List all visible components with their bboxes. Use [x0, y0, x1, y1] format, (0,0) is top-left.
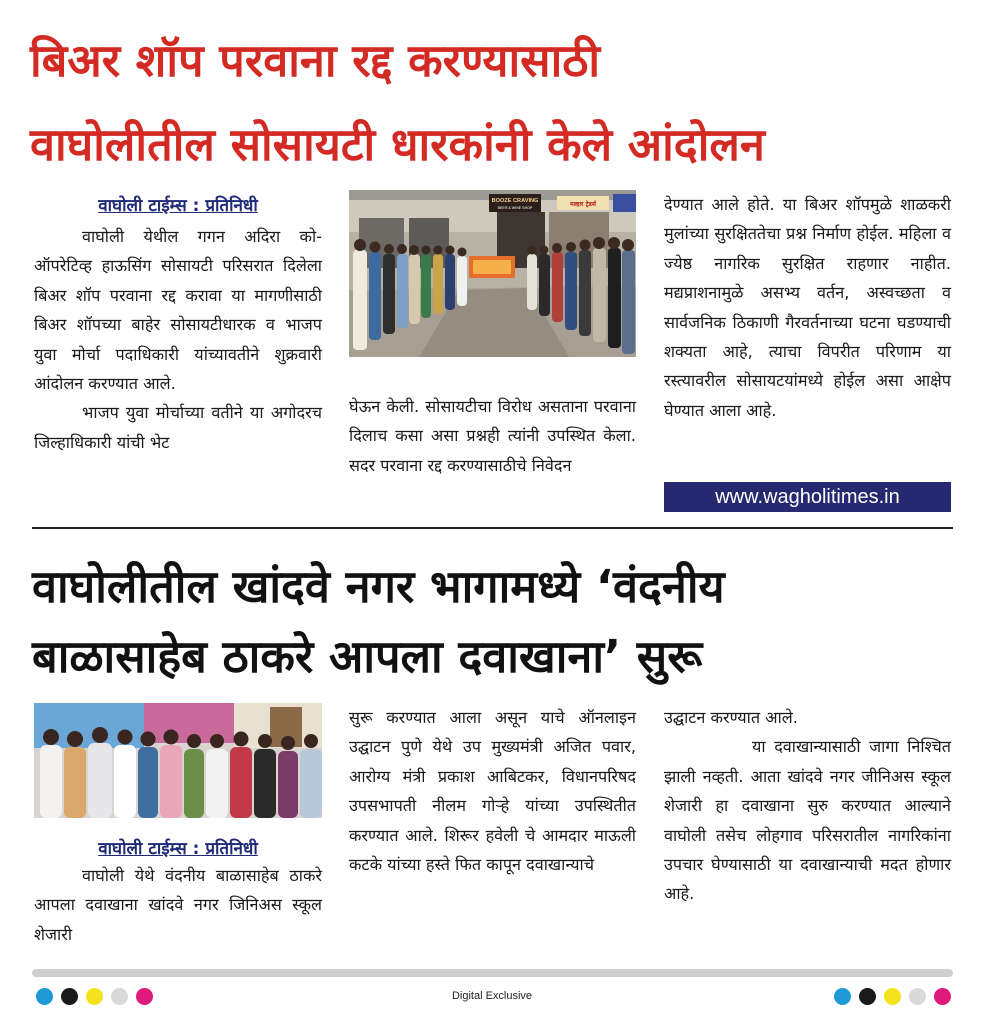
article2-col1-paragraph1: वाघोली येथे वंदनीय बाळासाहेब ठाकरे आपला दवाखाना खांदवे नगर जिनिअस स्कूल शेजारी [34, 866, 322, 944]
registration-dot [61, 988, 78, 1005]
article1-col1-paragraph2: भाजप युवा मोर्चाच्या वतीने या अगोदरच जिल्हाधिकारी यांची भेट [34, 403, 322, 452]
protest-photo-image [349, 190, 636, 357]
registration-dot [859, 988, 876, 1005]
article2-column-1 [34, 836, 322, 949]
article1-col2-text: घेऊन केली. सोसायटीचा विरोध असताना परवाना दिलाच कसा असा प्रश्नही त्यांनी उपस्थित केला. सदर परवाना रद्द करण्यासाठीचे निवेदन [349, 397, 636, 475]
article1-column-2 [349, 392, 636, 480]
article1-col3-text: देण्यात आले होते. या बिअर शॉपमुळे शाळकरी मुलांच्या सुरक्षिततेचा प्रश्न निर्माण होईल. महिला व ज्येष्ठ नागरिक सुरक्षित राहणार नाहीत. मद्यप्राशनामुळे असभ्य वर्तन, अस्वच्छता व सार्वजनिक ठिकाणी गैरवर्तनाच्या घटना घडण्याची शक्यता आहे, त्याचा विपरीत परिणाम या रस्त्यावरील सोसायटयांमध्ये होईल असा आक्षेप घेण्यात आला आहे. [664, 195, 951, 420]
shop-sign-2: मल्हार ट्रेडर्स [570, 201, 596, 208]
article1-col1-paragraph1: वाघोली येथील गगन अदिरा को-ऑपरेटिव्ह हाऊसिंग सोसायटी परिसरात दिलेला बिअर शॉप परवाना रद्द करावा या मागणीसाठी बिअर शॉपच्या बाहेर सोसायटीधारक व भाजप युवा मोर्चा पदाधिकारी यांच्यावतीने शुक्रवारी आंदोलन करण्यात आले. [34, 227, 322, 394]
article2-headline-line2: बाळासाहेब ठाकरे आपला दवाखाना’ सुरू [32, 630, 703, 683]
article2-col3-paragraph1: उद्घाटन करण्यात आले. [664, 708, 798, 727]
footer-gray-band [32, 969, 953, 977]
footer-label: Digital Exclusive [451, 990, 533, 1002]
shop-sign-name: BOOZE CRAVING [491, 198, 539, 204]
shop-sign-subtitle: BEER & WINE SHOP [497, 206, 533, 210]
registration-dot [909, 988, 926, 1005]
article1-column-1 [34, 193, 322, 457]
clinic-inauguration-photo [34, 703, 322, 818]
article1-headline-line2: वाघोलीतील सोसायटी धारकांनी केले आंदोलन [30, 118, 765, 171]
registration-dot [834, 988, 851, 1005]
article2-col2-text: सुरू करण्यात आला असून याचे ऑनलाइन उद्घाटन पुणे येथे उप मुख्यमंत्री अजित पवार, आरोग्य मंत्री प्रकाश आबिटकर, विधानपरिषद उपसभापती नीलम गोऱ्हे यांच्या उपस्थितीत करण्यात आले. शिरूर हवेली चे आमदार माऊली कटके यांच्या हस्ते फित कापून दवाखान्याचे [349, 708, 636, 875]
article2-column-2 [349, 703, 636, 879]
registration-dot [884, 988, 901, 1005]
article1-column-3 [664, 190, 951, 425]
clinic-photo-image [34, 703, 322, 818]
section-divider [32, 527, 953, 529]
registration-dot [86, 988, 103, 1005]
website-bar[interactable]: www.wagholitimes.in [664, 482, 951, 512]
article1-byline: वाघोली टाईम्स : प्रतिनिधी [98, 196, 258, 216]
color-registration-left [36, 988, 156, 1005]
registration-dot [36, 988, 53, 1005]
article2-byline: वाघोली टाईम्स : प्रतिनिधी [98, 839, 258, 859]
article2-headline-line1: वाघोलीतील खांदवे नगर भागामध्ये ‘वंदनीय [32, 560, 725, 613]
article1-headline-line1: बिअर शॉप परवाना रद्द करण्यासाठी [30, 34, 601, 87]
article2-col3-paragraph2: या दवाखान्यासाठी जागा निश्चित झाली नव्हती. आता खांदवे नगर जीनिअस स्कूल शेजारी हा दवाखाना सुरु करण्यात आल्याने वाघोली तसेच लोहगाव परिसरातील नागरिकांना उपचार घेण्यासाठी या दवाखान्याची मदत होणार आहे. [664, 737, 951, 904]
registration-dot [111, 988, 128, 1005]
article2-column-3 [664, 703, 951, 909]
color-registration-right [834, 988, 954, 1005]
registration-dot [136, 988, 153, 1005]
registration-dot [934, 988, 951, 1005]
protest-photo [349, 190, 636, 357]
